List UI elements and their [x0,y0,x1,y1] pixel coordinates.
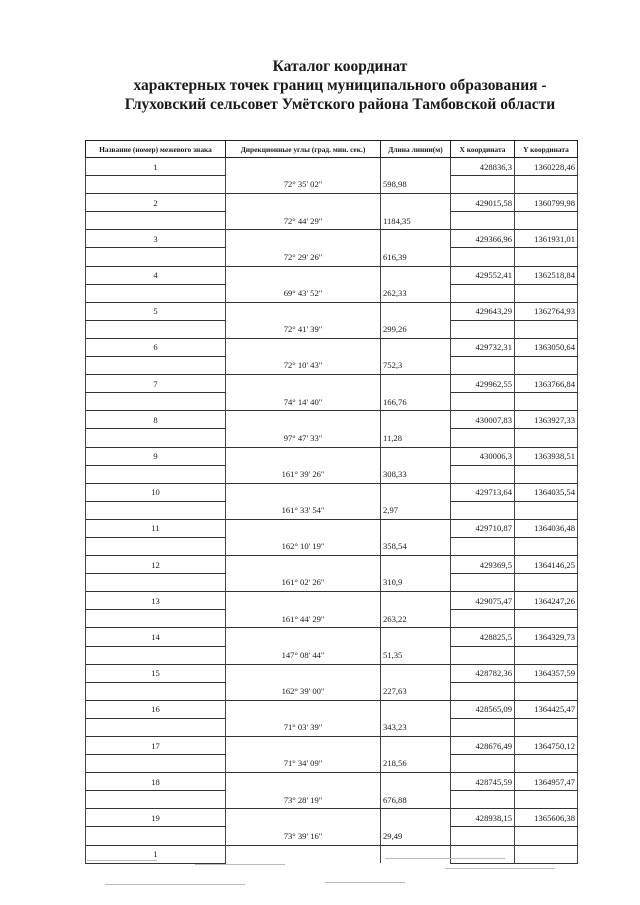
point-name: 14 [86,628,226,646]
angle-cell-empty [226,556,381,574]
direction-angle: 72° 35' 02" [226,176,381,194]
angle-cell-empty [226,592,381,610]
y-cell-empty [515,176,578,194]
y-cell-empty [515,284,578,302]
point-name: 1 [86,158,226,176]
point-row [86,483,578,501]
name-cell-empty [86,429,226,447]
angle-cell-empty [226,411,381,429]
angle-cell-empty [226,447,381,465]
direction-angle: 73° 39' 16" [226,827,381,845]
direction-angle: 71° 03' 39" [226,718,381,736]
point-name: 18 [86,773,226,791]
direction-angle: 161° 39' 26" [226,465,381,483]
y-coordinate: 1364146,25 [515,556,578,574]
segment-row [86,574,578,592]
x-cell-empty [451,176,515,194]
line-length: 299,26 [381,320,451,338]
column-header-angle: Дирекционные углы (град. мин. сек.) [226,141,381,158]
segment-row [86,393,578,411]
point-name: 12 [86,556,226,574]
line-length: 308,33 [381,465,451,483]
length-cell-empty [381,411,451,429]
direction-angle: 161° 44' 29" [226,610,381,628]
document-title: Каталог координат [272,58,408,75]
y-coordinate: 1362764,93 [515,302,578,320]
y-coordinate: 1363050,64 [515,338,578,356]
line-length: 218,56 [381,755,451,773]
point-name: 19 [86,809,226,827]
segment-row [86,465,578,483]
segment-row [86,248,578,266]
angle-cell-empty [226,266,381,284]
segment-row [86,537,578,555]
length-cell-empty [381,773,451,791]
segment-row [86,827,578,845]
x-cell-empty [451,537,515,555]
y-coordinate: 1364750,12 [515,737,578,755]
line-length: 262,33 [381,284,451,302]
angle-cell-empty [226,519,381,537]
length-cell-empty [381,302,451,320]
y-coordinate: 1364329,73 [515,628,578,646]
line-length: 310,9 [381,574,451,592]
length-cell-empty [381,483,451,501]
segment-row [86,682,578,700]
name-cell-empty [86,501,226,519]
y-cell-empty [515,610,578,628]
x-coordinate: 428676,49 [451,737,515,755]
point-row [86,194,578,212]
x-cell-empty [451,393,515,411]
line-length: 263,22 [381,610,451,628]
y-coordinate: 1360799,98 [515,194,578,212]
point-row [86,556,578,574]
point-row [86,592,578,610]
column-header-length: Длина линии(м) [381,141,451,158]
length-cell-empty [381,592,451,610]
point-row [86,230,578,248]
y-cell-empty [515,755,578,773]
line-length: 358,54 [381,537,451,555]
point-row [86,447,578,465]
x-coordinate: 430006,3 [451,447,515,465]
x-coordinate: 429710,87 [451,519,515,537]
y-coordinate: 1364425,47 [515,700,578,718]
point-name: 5 [86,302,226,320]
point-name: 10 [86,483,226,501]
point-row [86,411,578,429]
y-cell-empty [515,465,578,483]
y-coordinate: 1365606,38 [515,809,578,827]
x-coordinate: 428938,15 [451,809,515,827]
length-cell-empty [381,338,451,356]
point-name: 15 [86,664,226,682]
length-cell-empty [381,700,451,718]
angle-cell-empty [226,302,381,320]
length-cell-empty [381,809,451,827]
name-cell-empty [86,574,226,592]
name-cell-empty [86,718,226,736]
direction-angle: 73° 28' 19" [226,791,381,809]
y-cell-empty [515,357,578,375]
point-row [86,773,578,791]
x-cell-empty [451,718,515,736]
length-cell-empty [381,266,451,284]
y-cell-empty [515,827,578,845]
y-cell-empty [515,248,578,266]
point-name: 9 [86,447,226,465]
angle-cell-empty [226,664,381,682]
y-cell-empty [515,646,578,664]
x-cell-empty [451,682,515,700]
y-coordinate: 1363927,33 [515,411,578,429]
x-cell-empty [451,574,515,592]
length-cell-empty [381,194,451,212]
y-coordinate: 1360228,46 [515,158,578,176]
x-cell-empty [451,248,515,266]
x-coordinate: 429962,55 [451,375,515,393]
angle-cell-empty [226,158,381,176]
x-cell-empty [451,646,515,664]
segment-row [86,501,578,519]
point-row [86,628,578,646]
x-coordinate: 429713,64 [451,483,515,501]
point-row [86,664,578,682]
coordinates-table [85,140,578,864]
direction-angle: 161° 33' 54" [226,501,381,519]
point-name: 16 [86,700,226,718]
direction-angle: 71° 34' 09" [226,755,381,773]
line-length: 51,35 [381,646,451,664]
name-cell-empty [86,465,226,483]
segment-row [86,755,578,773]
y-coordinate: 1364036,48 [515,519,578,537]
direction-angle: 97° 47' 33" [226,429,381,447]
name-cell-empty [86,646,226,664]
name-cell-empty [86,393,226,411]
line-length: 616,39 [381,248,451,266]
length-cell-empty [381,375,451,393]
direction-angle: 69° 43' 52" [226,284,381,302]
y-coordinate: 1364357,59 [515,664,578,682]
x-coordinate: 428745,59 [451,773,515,791]
direction-angle: 147° 08' 44" [226,646,381,664]
point-row [86,266,578,284]
y-cell-empty [515,212,578,230]
y-cell-empty [515,320,578,338]
line-length: 2,97 [381,501,451,519]
x-cell-empty [451,501,515,519]
direction-angle: 162° 10' 19" [226,537,381,555]
point-name: 4 [86,266,226,284]
line-length: 1184,35 [381,212,451,230]
direction-angle: 162° 39' 00" [226,682,381,700]
name-cell-empty [86,755,226,773]
segment-row [86,429,578,447]
angle-cell-empty [226,338,381,356]
point-name: 8 [86,411,226,429]
name-cell-empty [86,791,226,809]
angle-cell-empty [226,700,381,718]
point-name: 1 [86,845,226,863]
line-length: 11,28 [381,429,451,447]
point-row [86,375,578,393]
point-name: 11 [86,519,226,537]
name-cell-empty [86,827,226,845]
point-row [86,519,578,537]
length-cell-empty [381,664,451,682]
line-length: 676,88 [381,791,451,809]
segment-row [86,320,578,338]
point-name: 2 [86,194,226,212]
x-cell-empty [451,791,515,809]
x-cell-empty [451,212,515,230]
scan-artifacts [85,854,577,894]
y-cell-empty [515,429,578,447]
direction-angle: 74° 14' 40" [226,393,381,411]
y-cell-empty [515,393,578,411]
point-name: 3 [86,230,226,248]
y-cell-empty [515,718,578,736]
length-cell-empty [381,447,451,465]
x-coordinate: 429075,47 [451,592,515,610]
y-coordinate: 1364247,26 [515,592,578,610]
name-cell-empty [86,610,226,628]
point-row [86,302,578,320]
length-cell-empty [381,230,451,248]
line-length: 343,23 [381,718,451,736]
line-length: 29,49 [381,827,451,845]
x-coordinate: 429369,5 [451,556,515,574]
segment-row [86,791,578,809]
direction-angle: 72° 29' 26" [226,248,381,266]
y-coordinate: 1364035,54 [515,483,578,501]
name-cell-empty [86,248,226,266]
name-cell-empty [86,537,226,555]
y-cell-empty [515,537,578,555]
point-row [86,158,578,176]
column-header-x: X координата [451,141,515,158]
angle-cell-empty [226,194,381,212]
length-cell-empty [381,628,451,646]
y-coordinate: 1363766,84 [515,375,578,393]
x-coordinate: 429015,58 [451,194,515,212]
point-row [86,338,578,356]
column-header-name: Название (номер) межевого знака [86,141,226,158]
name-cell-empty [86,682,226,700]
table-body [86,158,578,864]
point-row [86,737,578,755]
point-name: 13 [86,592,226,610]
angle-cell-empty [226,230,381,248]
table-header-row [86,141,578,158]
y-cell-empty [515,574,578,592]
line-length: 227,63 [381,682,451,700]
line-length: 752,3 [381,357,451,375]
x-cell-empty [451,755,515,773]
column-header-y: Y координата [515,141,578,158]
segment-row [86,718,578,736]
name-cell-empty [86,320,226,338]
x-coordinate: 429552,41 [451,266,515,284]
length-cell-empty [381,158,451,176]
x-cell-empty [451,827,515,845]
segment-row [86,357,578,375]
y-cell-empty [515,791,578,809]
x-coordinate: 428782,36 [451,664,515,682]
angle-cell-empty [226,628,381,646]
direction-angle: 72° 41' 39" [226,320,381,338]
angle-cell-empty [226,809,381,827]
segment-row [86,646,578,664]
y-coordinate: 1364957,47 [515,773,578,791]
x-coordinate: 428565,09 [451,700,515,718]
direction-angle: 161° 02' 26" [226,574,381,592]
name-cell-empty [86,284,226,302]
name-cell-empty [86,176,226,194]
y-cell-empty [515,682,578,700]
x-cell-empty [451,465,515,483]
x-cell-empty [451,610,515,628]
x-coordinate: 429366,96 [451,230,515,248]
y-coordinate: 1362518,84 [515,266,578,284]
x-coordinate: 428825,5 [451,628,515,646]
name-cell-empty [86,212,226,230]
document-subtitle-line-1: характерных точек границ муниципального образования - [133,77,547,94]
point-row [86,809,578,827]
length-cell-empty [381,519,451,537]
document-subtitle-line-2: Глуховский сельсовет Умётского района Тамбовской области [124,96,556,113]
direction-angle: 72° 44' 29" [226,212,381,230]
x-cell-empty [451,429,515,447]
x-cell-empty [451,284,515,302]
segment-row [86,212,578,230]
angle-cell-empty [226,483,381,501]
angle-cell-empty [226,375,381,393]
x-coordinate: 429643,29 [451,302,515,320]
length-cell-empty [381,556,451,574]
x-coordinate: 428836,3 [451,158,515,176]
y-coordinate: 1361931,01 [515,230,578,248]
point-row [86,700,578,718]
segment-row [86,284,578,302]
length-cell-empty [381,737,451,755]
segment-row [86,176,578,194]
x-coordinate: 430007,83 [451,411,515,429]
point-name: 17 [86,737,226,755]
line-length: 166,76 [381,393,451,411]
point-name: 6 [86,338,226,356]
angle-cell-empty [226,737,381,755]
y-coordinate: 1363938,51 [515,447,578,465]
angle-cell-empty [226,773,381,791]
point-name: 7 [86,375,226,393]
x-cell-empty [451,320,515,338]
line-length: 598,98 [381,176,451,194]
y-cell-empty [515,501,578,519]
direction-angle: 72° 10' 43" [226,357,381,375]
x-coordinate: 429732,31 [451,338,515,356]
x-cell-empty [451,357,515,375]
segment-row [86,610,578,628]
name-cell-empty [86,357,226,375]
